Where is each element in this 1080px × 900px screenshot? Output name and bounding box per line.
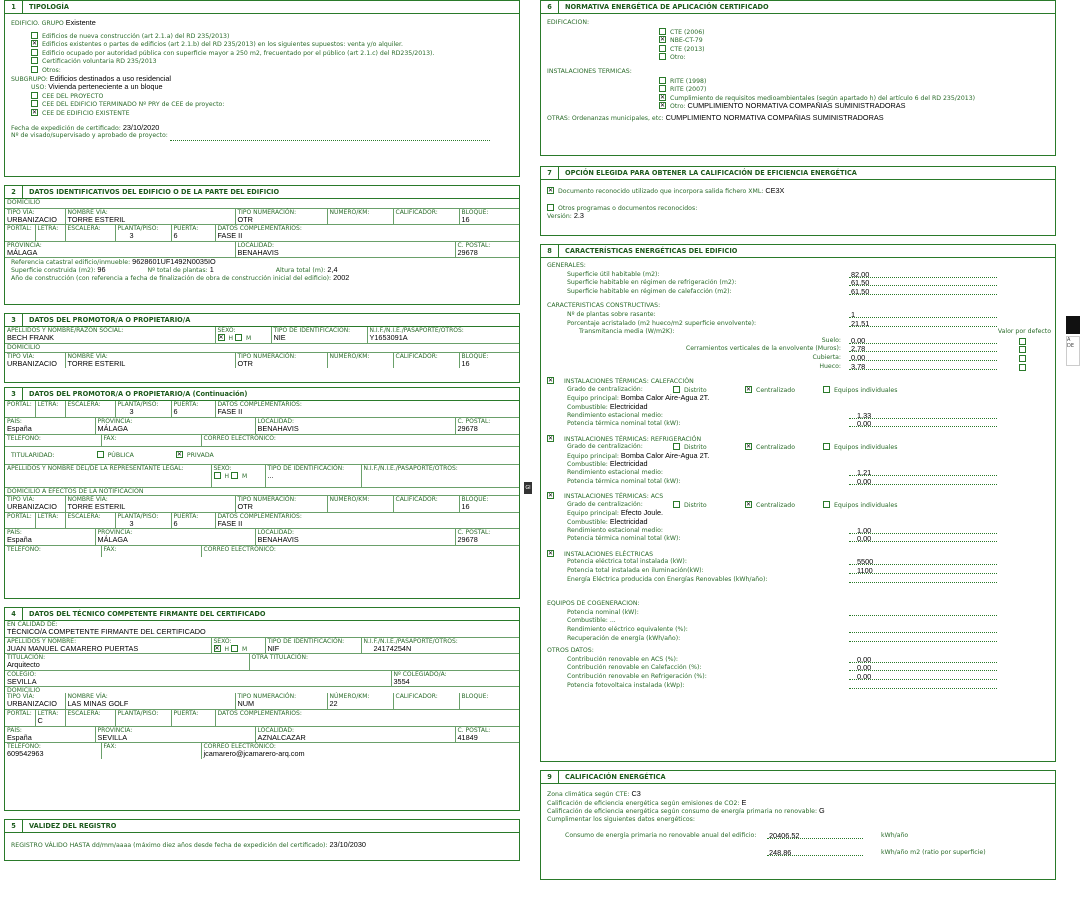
acs-block: ✕INSTALACIONES TÉRMICAS: ACS Grado de centralización: Distrito ✕ Centralizado Equipos individuales Equipo principal: Efecto Joule. Combustible: Electricidad Rendimiento estacional medio: 1,00 Potencia térmica nominal total (kW): 0,00 (541, 492, 1055, 544)
cee-option[interactable]: CEE DEL EDIFICIO TERMINADO Nº PRY de CEE de proyecto: (5, 100, 519, 109)
sexo-h-checkbox[interactable] (218, 334, 225, 341)
checkbox-checked[interactable] (31, 109, 38, 116)
checkbox-checked[interactable] (659, 102, 666, 109)
checkbox-checked[interactable] (659, 94, 666, 101)
norma-option[interactable]: Otro: (653, 53, 1055, 62)
checkbox[interactable] (659, 28, 666, 35)
otras-row: OTRAS: Ordenanzas municipales, etc: CUMPLIMIENTO NORMATIVA COMPAÑIAS SUMINISTRADORAS (541, 114, 1055, 123)
right-column (540, 0, 1056, 884)
checkbox-checked[interactable] (31, 40, 38, 47)
generales-row: Superficie habitable en régimen de refrigeración (m2): 61,50 (541, 279, 1055, 288)
inst-option[interactable]: RITE (1998) (653, 77, 1055, 86)
tipologia-option[interactable]: Edificio ocupado por autoridad pública con superficie mayor a 250 m2, frecuentado por el público (art 2.1.c) del RD235/2013). (5, 49, 519, 58)
calefaccion-block: ✕INSTALACIONES TÉRMICAS: CALEFACCIÓN Grado de centralización: Distrito ✕ Centralizado Equipos individuales Equipo principal: Bomba Calor Aire-Agua 2T. Combustible: Electricidad Rendimiento estacional medio: 1,33 Potencia térmica nominal total (kW): 0,00 (541, 377, 1055, 429)
validez-row: REGISTRO VÁLIDO HASTA dd/mm/aaaa (máximo diez años desde fecha de expedición del certificado): 23/10/2030 (5, 841, 519, 850)
cogen-row: Rendimiento eléctrico equivalente (%): (541, 626, 1055, 635)
checkbox[interactable] (659, 53, 666, 60)
norma-option[interactable]: CTE (2006) (653, 28, 1055, 37)
inst-option[interactable]: RITE (2007) (653, 85, 1055, 94)
zona-row: Zona climática según CTE: C3 (547, 790, 641, 798)
checkbox[interactable] (31, 100, 38, 107)
fecha-row: Fecha de expedición de certificado: 23/10/2020 (5, 124, 519, 133)
constr-row: Transmitancia media (W/m2K): Valor por defecto (579, 328, 1051, 336)
sexo-h-checkbox[interactable] (214, 645, 221, 652)
checkbox[interactable] (31, 32, 38, 39)
titularidad-row: TITULARIDAD: PÚBLICA ✕ PRIVADA (5, 446, 519, 464)
sexo-m-checkbox[interactable] (235, 334, 242, 341)
checkbox[interactable] (1019, 346, 1026, 353)
checkbox[interactable] (673, 501, 680, 508)
section-edificio: 2 DATOS IDENTIFICATIVOS DEL EDIFICIO O DE LA PARTE DEL EDIFICIO DOMICILIO TIPO VÍA: URBANIZACIO NOMBRE VÍA: TORRE ESTERIL TIPO NUMERACIÓN: OTR NÚMERO/KM: CALIFICADOR: BLOQUE: 16 PORTAL: LETRA: ESCALERA: PLANTA/PISO: 3 PUERTA: 6 DATOS COMPLEMENTARIOS: FASE II PROVINCIA: MÁLAGA LOCALIDAD: BENAHAVIS C. POSTAL: 29678 Referencia catastral edificio/inmueble: 9628601UF1492N0035IO Superficie construida (m2): 96 Nº total de plantas: 1 Altura total (m): 2,4 Año de construcción (con referencia a fecha de finalización de obra de construcción inicial del edificio): 2002 (4, 185, 520, 305)
side-panel-header (1066, 316, 1080, 334)
transm-row: Cubierta: 0,00 (541, 354, 1055, 363)
checkbox-checked[interactable] (547, 435, 554, 442)
opcion-otros[interactable]: Otros programas o documentos reconocidos: (541, 204, 1055, 213)
section-caracteristicas: 8 CARACTERÍSTICAS ENERGÉTICAS DEL EDIFICIO GENERALES: Superficie útil habitable (m2): 82,00 Superficie habitable en régimen de refrigeración (m2): 61,50 Superficie habitable en régimen de calefacción (m2): 61,50 CARACTERÍSTICAS CONSTRUCTIVAS: Nº de plantas sobre rasante: 1 Porcentaje acristalado (m2 hueco/m2 superficie envolvente): 21,51 Transmitancia media (W/m2K): Valor por defecto Suelo: 0,00 Cerramientos verticales de la envolvente (Muros): 2,78 Cubierta: 0,00 Hueco: 3,78 ✕INSTALACIONES TÉRMICAS: CALEFACCIÓN Grado de centralización: Distrito ✕ Centralizado Equipos individuales Equipo principal: Bomba Calor Aire-Agua 2T. Combustible: Electricidad Rendimiento estacional medio: 1,33 Potencia térmica nominal total (kW): 0,00 ✕INSTALACIONES TÉRMICAS: REFRIGERACIÓN Grado de centralización: Distrito ✕ Centralizado Equipos individuales Equipo principal: Bomba Calor Aire-Agua 2T. Combustible: Electricidad Rendimiento estacional medio: 1,21 Potencia térmica nominal total (kW): 0,00 ✕INSTALACIONES TÉRMICAS: ACS Grado de centralización: Distrito ✕ Centralizado Equipos individuales Equipo principal: Efecto Joule. Combustible: Electricidad Rendimiento estacional medio: 1,00 Potencia térmica nominal total (kW): 0,00 ✕INSTALACIONES ELÉCTRICAS Potencia eléctrica total instalada (kW): 5500 Potencia total instalada en iluminación(kW): 1100 Energía Eléctrica producida con Energías Renovables (kWh/año): EQUIPOS DE COGENERACIÓN: Potencia nominal (kW): Combustible: ... Rendimiento eléctrico equivalente (%): Recuperación de energía (kWh/año): OTROS DATOS: Contribución renovable en ACS (%): 0,00 Contribución renovable en Calefacción (%): 0,00 Contribución renovable en Refrigeración (%): 0,00 Potencia fotovoltaica instalada (kWp): (540, 244, 1056, 762)
left-column (4, 0, 520, 865)
checkbox[interactable] (31, 49, 38, 56)
privada-checkbox[interactable] (176, 451, 183, 458)
checkbox[interactable] (673, 386, 680, 393)
otros-row: Contribución renovable en ACS (%): 0,00 (541, 656, 1055, 665)
section-promotor: 3 DATOS DEL PROMOTOR/A O PROPIETARIO/A APELLIDOS Y NOMBRE/RAZÓN SOCIAL: BECH FRANK SEXO: ✕H M TIPO DE IDENTIFICACIÓN: NIE N.I.F./N.I.E./PASAPORTE/OTROS: Y1653091A DOMICILIO TIPO VÍA: URBANIZACIO NOMBRE VÍA: TORRE ESTERIL TIPO NUMERACIÓN: OTR NÚMERO/KM: CALIFICADOR: BLOQUE: 16 (4, 313, 520, 383)
co2-row: Calificación de eficiencia energética según emisiones de CO2: E (547, 798, 747, 807)
consumo-ratio-row: 248,86 kWh/año m2 (ratio por superficie) (769, 848, 986, 857)
section-calificacion: 9 CALIFICACIÓN ENERGÉTICA Zona climática según CTE: C3 Calificación de eficiencia energética según emisiones de CO2: E Calificación de eficiencia energética según consumo de energía primaria no renovable: G Cumplimentar los siguientes datos energéticos: Consumo de energía primaria no renovable anual del edificio: 20406,52 kWh/año 248,86 kWh/año m2 (ratio por superficie) (540, 770, 1056, 880)
version-row: Versión: 2.3 (541, 212, 1055, 221)
section-validez: 5 VALIDEZ DEL REGISTRO REGISTRO VÁLIDO HASTA dd/mm/aaaa (máximo diez años desde fecha de expedición del certificado): 23/10/2030 (4, 819, 520, 861)
edificio-address-table: TIPO VÍA: URBANIZACIO NOMBRE VÍA: TORRE ESTERIL TIPO NUMERACIÓN: OTR NÚMERO/KM: CALIFICADOR: BLOQUE: 16 (5, 208, 519, 225)
checkbox[interactable] (31, 57, 38, 64)
sexo-m-checkbox[interactable] (231, 645, 238, 652)
side-panel: A DE (1066, 336, 1080, 366)
checkbox[interactable] (673, 443, 680, 450)
edificio-grupo-row: EDIFICIO. GRUPO Existente (11, 19, 96, 27)
checkbox-checked[interactable] (745, 386, 752, 393)
transm-row: Hueco: 3,78 (541, 363, 1055, 372)
checkbox[interactable] (823, 501, 830, 508)
tipologia-option[interactable]: ✕Edificios existentes o partes de edificios (art 2.1.b) del RD 235/2013) en los siguientes supuestos: venta y/o alquiler. (5, 40, 519, 49)
checkbox[interactable] (231, 472, 238, 479)
checkbox-checked[interactable] (659, 36, 666, 43)
ep-row: Calificación de eficiencia energética según consumo de energía primaria no renovable: G (547, 807, 825, 816)
cogen-row: Combustible: ... (567, 617, 616, 625)
section-normativa: 6 NORMATIVA ENERGÉTICA DE APLICACIÓN CERTIFICADO EDIFICACIÓN: CTE (2006) ✕NBE-CT-79 CTE (2013) Otro: INSTALACIONES TÉRMICAS: RITE (1998) RITE (2007) ✕Cumplimiento de requisitos medioambientales (según apartado h) del artículo 6 del RD 235/2013) ✕Otro: CUMPLIMIENTO NORMATIVA COMPAÑIAS SUMINISTRADORAS OTRAS: Ordenanzas municipales, etc: CUMPLIMIENTO NORMATIVA COMPAÑIAS SUMINISTRADORAS (540, 0, 1056, 156)
inst-option[interactable]: ✕Otro: CUMPLIMIENTO NORMATIVA COMPAÑIAS SUMINISTRADORAS (653, 102, 1055, 111)
norma-option[interactable]: ✕NBE-CT-79 (653, 36, 1055, 45)
cogen-row: Potencia nominal (kW): (541, 609, 1055, 618)
checkbox[interactable] (1019, 355, 1026, 362)
superficie-row: Superficie construida (m2): 96 Nº total de plantas: 1 Altura total (m): 2,4 (5, 266, 519, 275)
opcion-xml[interactable]: ✕Documento reconocido utilizado que incorpora salida fichero XML: CE3X (541, 187, 1055, 196)
inst-option[interactable]: ✕Cumplimiento de requisitos medioambientales (según apartado h) del artículo 6 del RD 235/2013) (653, 94, 1055, 103)
checkbox-checked[interactable] (547, 550, 554, 557)
electricas-block: ✕INSTALACIONES ELÉCTRICAS Potencia eléctrica total instalada (kW): 5500 Potencia total instalada en iluminación(kW): 1100 Energía Eléctrica producida con Energías Renovables (kWh/año): (541, 550, 1055, 584)
publica-checkbox[interactable] (97, 451, 104, 458)
section-tecnico: 4 DATOS DEL TÉCNICO COMPETENTE FIRMANTE DEL CERTIFICADO EN CALIDAD DE: TÉCNICO/A COMPETENTE FIRMANTE DEL CERTIFICADO APELLIDOS Y NOMBRE: JUAN MANUEL CAMARERO PUERTAS SEXO: ✕H M TIPO DE IDENTIFICACIÓN: NIF N.I.F./N.I.E./PASAPORTE/OTROS: 24174254N TITULACIÓN: Arquitecto OTRA TITULACIÓN: COLEGIO: SEVILLA Nº COLEGIADO/A: 3554 DOMICILIO TIPO VÍA: URBANIZACIO NOMBRE VÍA: LAS MINAS GOLF TIPO NUMERACIÓN: NUM NÚMERO/KM: 22 CALIFICADOR: BLOQUE: PORTAL: LETRA: C ESCALERA: PLANTA/PISO: PUERTA: DATOS COMPLEMENTARIOS: PAÍS: España PROVINCIA: SEVILLA LOCALIDAD: AZNALCAZAR C. POSTAL: 41849 TELÉFONO: 609542963 FAX: CORREO ELECTRÓNICO: jcamarero@jcamarero-arq.com (4, 607, 520, 811)
checkbox[interactable] (31, 92, 38, 99)
consumo-row: Consumo de energía primaria no renovable anual del edificio: 20406,52 kWh/año (565, 832, 909, 841)
cee-option[interactable]: CEE DEL PROYECTO (5, 92, 519, 101)
section-promotor-continuacion: 3 DATOS DEL PROMOTOR/A O PROPIETARIO/A (Continuación) PORTAL: LETRA: ESCALERA: PLANTA/PISO: 3 PUERTA: 6 DATOS COMPLEMENTARIOS: FASE II PAÍS: España PROVINCIA: MÁLAGA LOCALIDAD: BENAHAVIS C. POSTAL: 29678 TELÉFONO: FAX: CORREO ELECTRÓNICO: TITULARIDAD: PÚBLICA ✕ PRIVADA APELLIDOS Y NOMBRE DEL/DE LA REPRESENTANTE LEGAL: SEXO: H M TIPO DE IDENTIFICACIÓN: ... N.I.F./N.I.E./PASAPORTE/OTROS: DOMICILIO A EFECTOS DE LA NOTIFICACIÓN TIPO VÍA: URBANIZACIO NOMBRE VÍA: TORRE ESTERIL TIPO NUMERACIÓN: OTR NÚMERO/KM: CALIFICADOR: BLOQUE: 16 PORTAL: LETRA: ESCALERA: PLANTA/PISO: 3 PUERTA: 6 DATOS COMPLEMENTARIOS: FASE II PAÍS: España PROVINCIA: MÁLAGA LOCALIDAD: BENAHAVIS C. POSTAL: 29678 TELÉFONO: FAX: CORREO ELECTRÓNICO: (4, 387, 520, 599)
constr-row: Porcentaje acristalado (m2 hueco/m2 superficie envolvente): 21,51 (541, 320, 1055, 329)
checkbox[interactable] (823, 386, 830, 393)
norma-option[interactable]: CTE (2013) (653, 45, 1055, 54)
tipologia-option[interactable]: Edificios de nueva construcción (art 2.1.a) del RD 235/2013) (5, 32, 519, 41)
checkbox[interactable] (823, 443, 830, 450)
otros-row: Contribución renovable en Refrigeración (%): 0,00 (541, 673, 1055, 682)
otros-row: Contribución renovable en Calefacción (%): 0,00 (541, 664, 1055, 673)
checkbox[interactable] (1019, 338, 1026, 345)
cee-option[interactable]: ✕CEE DE EDIFICIO EXISTENTE (5, 109, 519, 118)
transm-row: Suelo: 0,00 (541, 337, 1055, 346)
tipologia-option[interactable]: Certificación voluntaria RD 235/2013 (5, 57, 519, 66)
checkbox[interactable] (214, 472, 221, 479)
cogen-row: Recuperación de energía (kWh/año): (541, 635, 1055, 644)
section-header: 1 TIPOLOGÍA (5, 1, 519, 14)
checkbox[interactable] (547, 204, 554, 211)
checkbox[interactable] (1019, 364, 1026, 371)
checkbox[interactable] (659, 85, 666, 92)
tipologia-option[interactable]: Otros: (5, 66, 519, 75)
checkbox-checked[interactable] (745, 443, 752, 450)
subgrupo-row: SUBGRUPO: Edificios destinados a uso residencial (11, 74, 172, 83)
otros-row: Potencia fotovoltaica instalada (kWp): (541, 682, 1055, 691)
checkbox-checked[interactable] (745, 501, 752, 508)
checkbox-checked[interactable] (547, 492, 554, 499)
generales-row: Superficie útil habitable (m2): 82,00 (541, 271, 1055, 280)
refrigeracion-block: ✕INSTALACIONES TÉRMICAS: REFRIGERACIÓN Grado de centralización: Distrito ✕ Centralizado Equipos individuales Equipo principal: Bomba Calor Aire-Agua 2T. Combustible: Electricidad Rendimiento estacional medio: 1,21 Potencia térmica nominal total (kW): 0,00 (541, 435, 1055, 487)
checkbox[interactable] (659, 77, 666, 84)
visado-row: Nº de visado/supervisado y aprobado de proyecto: (5, 132, 519, 141)
transm-row: Cerramientos verticales de la envolvente (Muros): 2,78 (541, 345, 1055, 354)
checkbox-checked[interactable] (547, 187, 554, 194)
side-tab[interactable]: GI (524, 482, 532, 494)
generales-row: Superficie habitable en régimen de calefacción (m2): 61,50 (541, 288, 1055, 297)
anio-row: Año de construcción (con referencia a fecha de finalización de obra de construcción inicial del edificio): 2002 (5, 274, 519, 283)
uso-row: USO: Vivienda perteneciente a un bloque (31, 83, 163, 92)
checkbox[interactable] (31, 66, 38, 73)
checkbox[interactable] (659, 45, 666, 52)
checkbox-checked[interactable] (547, 377, 554, 384)
refcat-row: Referencia catastral edificio/inmueble: 9628601UF1492N0035IO (5, 257, 519, 266)
section-opcion: 7 OPCIÓN ELEGIDA PARA OBTENER LA CALIFICACIÓN DE EFICIENCIA ENERGÉTICA ✕Documento reconocido utilizado que incorpora salida fichero XML: CE3X Otros programas o documentos reconocidos: Versión: 2.3 (540, 166, 1056, 236)
section-tipologia (4, 0, 520, 177)
constr-row: Nº de plantas sobre rasante: 1 (541, 311, 1055, 320)
